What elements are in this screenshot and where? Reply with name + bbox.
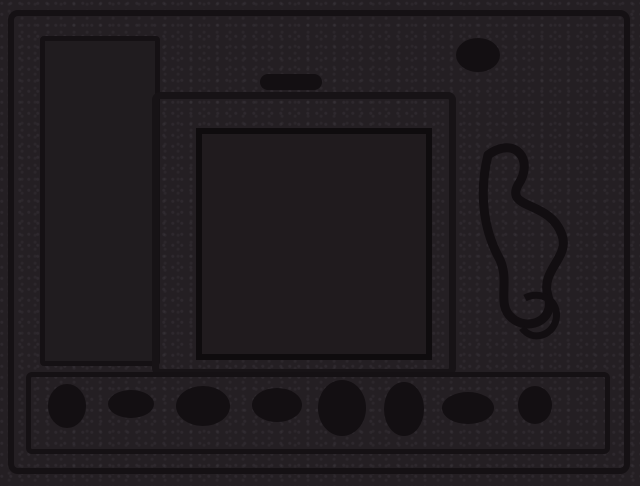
bottom-mark-6 [384,382,424,436]
bottom-mark-5 [318,380,366,436]
right-scribble-shape [470,130,580,360]
bottom-mark-2 [108,390,154,418]
left-panel [40,36,160,366]
upper-middle-mark [260,74,322,90]
center-window [196,128,432,360]
bottom-mark-7 [442,392,494,424]
top-right-mark [456,38,500,72]
bottom-mark-8 [518,386,552,424]
bottom-mark-4 [252,388,302,422]
bottom-mark-1 [48,384,86,428]
bottom-mark-3 [176,386,230,426]
